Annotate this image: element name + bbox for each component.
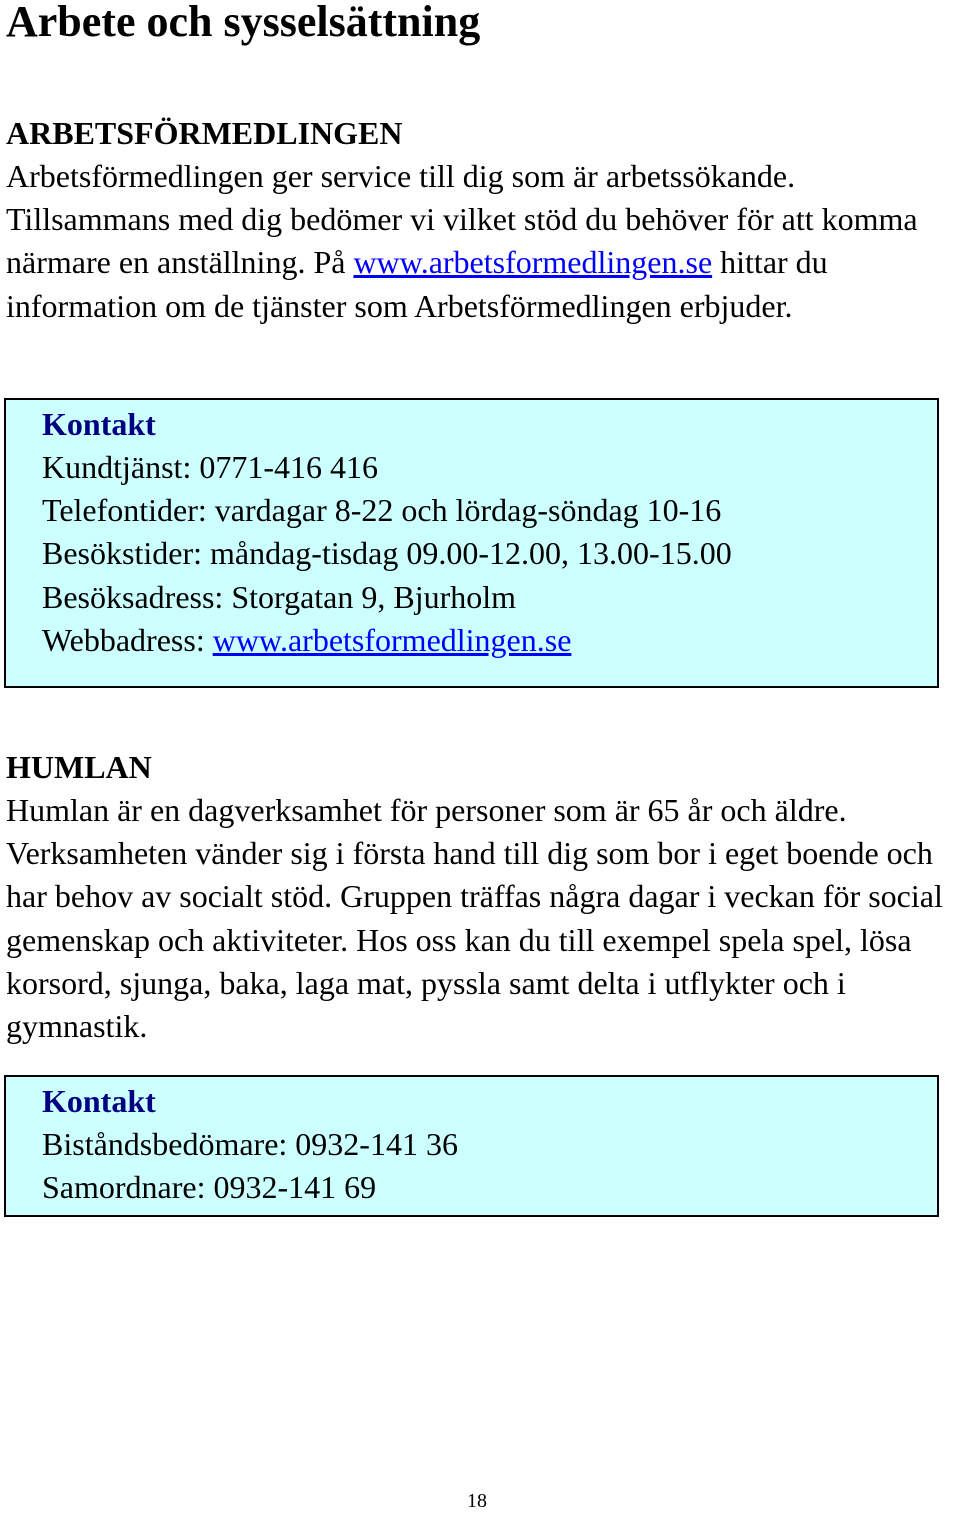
webbadress-label: Webbadress:	[42, 621, 213, 658]
humlan-heading: HUMLAN	[6, 749, 152, 785]
arbetsformedlingen-text-after-link: hittar du information om de tjänster som Arbetsförmedlingen erbjuder.	[6, 244, 828, 324]
humlan-contact-box	[4, 1075, 939, 1217]
humlan-description: Humlan är en dagverksamhet för personer som är 65 år och äldre. Verksamheten vänder sig i första hand till dig som bor i eget boende och har behov av socialt stöd. Gruppen träffas några dagar i veckan för social gemenskap och aktiviteter. Hos oss kan du till exempel spela spel, lösa korsord, sjunga, baka, laga mat, pyssla samt delta i utflykter och i gymnastik.	[6, 792, 943, 1045]
kundtjanst-line: Kundtjänst: 0771-416 416	[42, 449, 378, 485]
arbetsformedlingen-text-before-link: Arbetsförmedlingen ger service till dig som är arbetssökande. Tillsammans med dig bedömer vi vilket stöd du behöver för att komma närmare en anställning. På	[6, 158, 918, 281]
telefontider-line: Telefontider: vardagar 8-22 och lördag-söndag 10-16	[42, 492, 722, 529]
bistandsbedomare-line: Biståndsbedömare: 0932-141 36	[42, 1126, 458, 1162]
arbetsformedlingen-heading: ARBETSFÖRMEDLINGEN	[6, 115, 403, 151]
arbetsformedlingen-contact-heading: Kontakt	[42, 406, 156, 442]
humlan-section	[6, 746, 956, 1048]
webbadress-line	[42, 619, 937, 662]
page-title: Arbete och sysselsättning	[6, 0, 481, 46]
arbetsformedlingen-contact-box	[4, 398, 939, 688]
humlan-contact-heading: Kontakt	[42, 1083, 156, 1119]
samordnare-line: Samordnare: 0932-141 69	[42, 1169, 377, 1206]
webbadress-link[interactable]: www.arbetsformedlingen.se	[212, 621, 572, 658]
besokstider-line: Besökstider: måndag-tisdag 09.00-12.00, 13.00-15.00	[42, 535, 732, 572]
besoksadress-line: Besöksadress: Storgatan 9, Bjurholm	[42, 578, 517, 615]
arbetsformedlingen-link[interactable]: www.arbetsformedlingen.se	[353, 244, 713, 281]
arbetsformedlingen-description	[6, 155, 956, 328]
arbetsformedlingen-section	[6, 112, 956, 328]
page-number: 18	[467, 1490, 487, 1512]
